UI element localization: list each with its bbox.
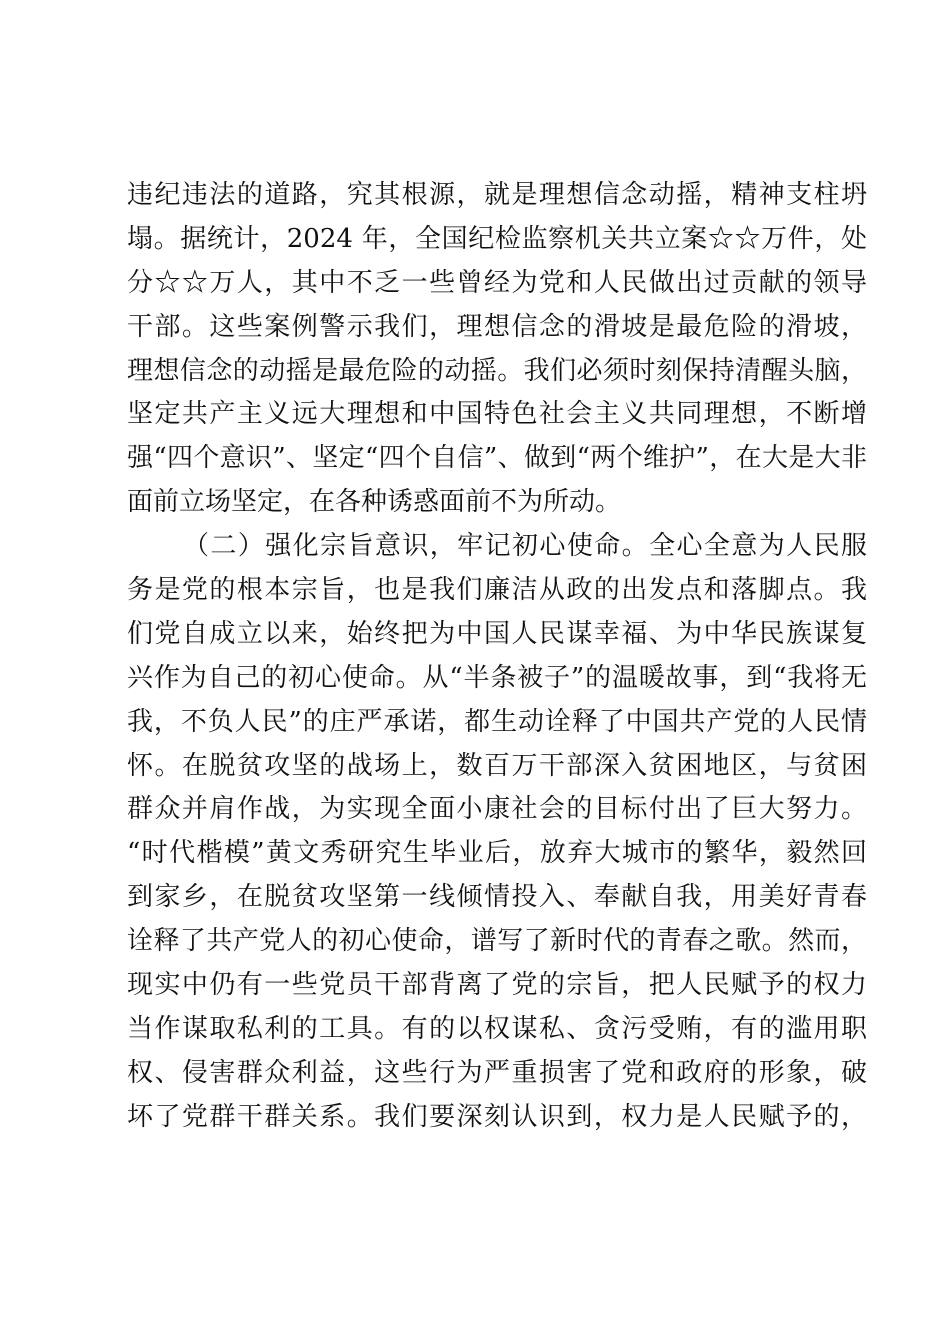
text-line: 坏了党群干群关系。我们要深刻认识到，权力是人民赋予的， bbox=[127, 1101, 867, 1132]
text-line: 到家乡，在脱贫攻坚第一线倾情投入、奉献自我，用美好青春 bbox=[127, 882, 867, 913]
text-line: 群众并肩作战，为实现全面小康社会的目标付出了巨大努力。 bbox=[127, 794, 867, 825]
text-line: 强“四个意识”、坚定“四个自信”、做到“两个维护”，在大是大非 bbox=[127, 443, 867, 474]
text-line: 现实中仍有一些党员干部背离了党的宗旨，把人民赋予的权力 bbox=[127, 970, 867, 1001]
text-line: 塌。据统计，2024 年，全国纪检监察机关共立案☆☆万件，处 bbox=[127, 223, 867, 254]
text-line: 理想信念的动摇是最危险的动摇。我们必须时刻保持清醒头脑， bbox=[127, 355, 867, 386]
text-line: 兴作为自己的初心使命。从“半条被子”的温暖故事，到“我将无 bbox=[127, 662, 867, 693]
text-line: 诠释了共产党人的初心使命，谱写了新时代的青春之歌。然而， bbox=[127, 926, 867, 957]
text-line: 权、侵害群众利益，这些行为严重损害了党和政府的形象，破 bbox=[127, 1057, 867, 1088]
body-text bbox=[127, 174, 867, 1140]
text-line: 干部。这些案例警示我们，理想信念的滑坡是最危险的滑坡， bbox=[127, 311, 867, 342]
section-heading-line: （二）强化宗旨意识，牢记初心使命。全心全意为人民服 bbox=[183, 531, 867, 562]
text-line: 们党自成立以来，始终把为中国人民谋幸福、为中华民族谋复 bbox=[127, 618, 867, 649]
text-line: 我，不负人民”的庄严承诺，都生动诠释了中国共产党的人民情 bbox=[127, 706, 867, 737]
text-line: 分☆☆万人，其中不乏一些曾经为党和人民做出过贡献的领导 bbox=[127, 267, 867, 298]
text-line: 当作谋取私利的工具。有的以权谋私、贪污受贿，有的滥用职 bbox=[127, 1013, 867, 1044]
text-line: 怀。在脱贫攻坚的战场上，数百万干部深入贫困地区，与贫困 bbox=[127, 750, 867, 781]
text-line: 坚定共产主义远大理想和中国特色社会主义共同理想，不断增 bbox=[127, 399, 867, 430]
text-line: 务是党的根本宗旨，也是我们廉洁从政的出发点和落脚点。我 bbox=[127, 575, 867, 606]
text-line: “时代楷模”黄文秀研究生毕业后，放弃大城市的繁华，毅然回 bbox=[127, 838, 867, 869]
text-line: 面前立场坚定，在各种诱惑面前不为所动。 bbox=[127, 487, 622, 518]
text-line: 违纪违法的道路，究其根源，就是理想信念动摇，精神支柱坍 bbox=[127, 180, 867, 210]
